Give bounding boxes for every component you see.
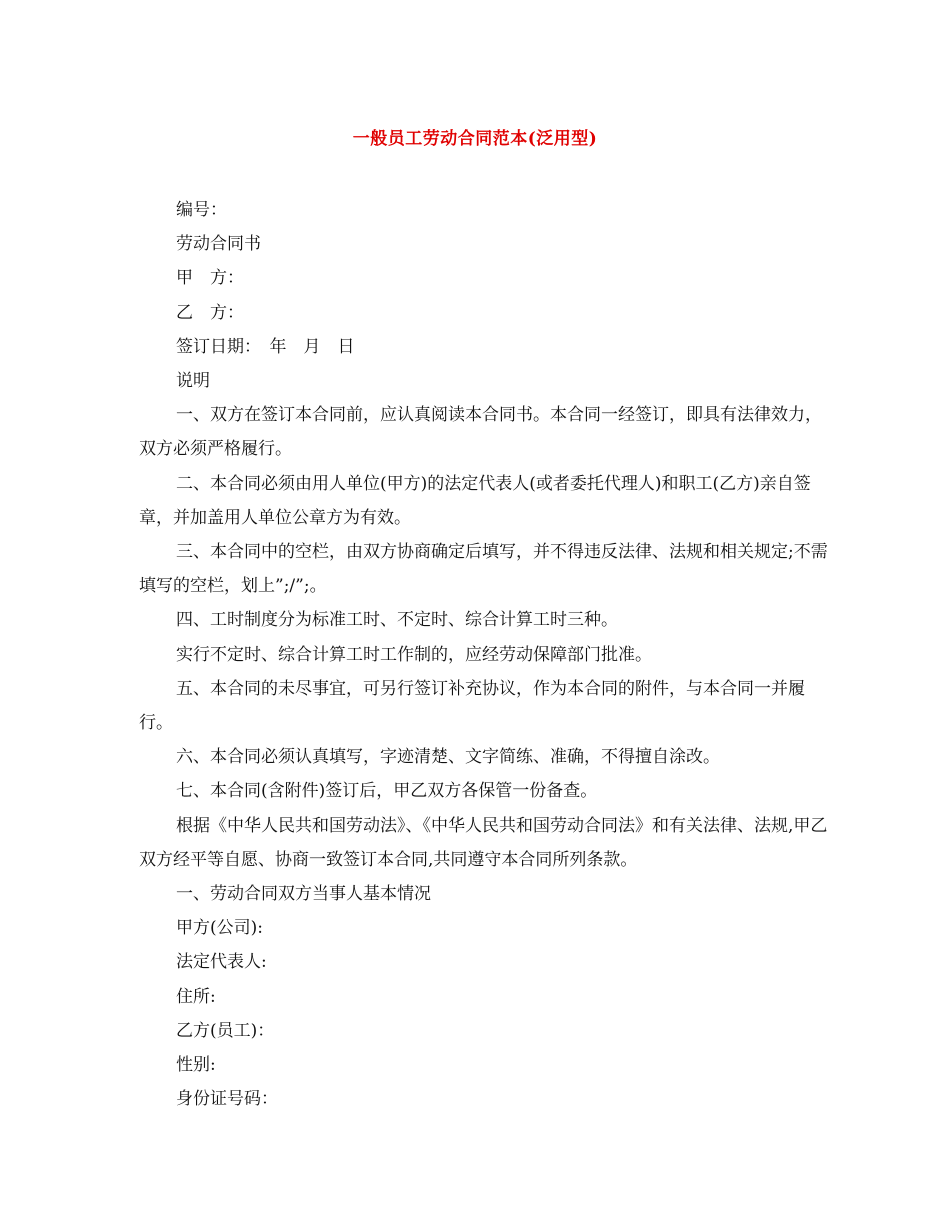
field-address: 住所: bbox=[176, 986, 216, 1007]
field-company: 甲方(公司): bbox=[176, 918, 263, 939]
instruction-6: 六、本合同必须认真填写，字迹清楚、文字简练、准确，不得擅自涂改。 bbox=[176, 747, 720, 768]
instruction-5: 五、本合同的未尽事宜，可另行签订补充协议，作为本合同的附件，与本合同一并履行。 bbox=[139, 678, 805, 734]
instruction-3: 三、本合同中的空栏，由双方协商确定后填写，并不得违反法律、法规和相关规定;不需填写的空栏，划上”;/”;。 bbox=[139, 542, 828, 597]
instruction-4: 四、工时制度分为标准工时、不定时、综合计算工时三种。 bbox=[176, 610, 618, 631]
field-party-a: 甲 方： bbox=[176, 268, 244, 289]
field-party-b: 乙 方： bbox=[176, 302, 244, 323]
document-title: 一般员工劳动合同范本(泛用型) bbox=[352, 129, 598, 149]
field-employee: 乙方(员工)： bbox=[176, 1020, 275, 1041]
field-number: 编号： bbox=[176, 200, 227, 220]
document-body bbox=[139, 193, 829, 1116]
contract-heading: 劳动合同书 bbox=[176, 234, 261, 255]
field-legal-representative: 法定代表人: bbox=[176, 952, 267, 973]
instruction-1: 一、双方在签订本合同前，应认真阅读本合同书。本合同一经签订，即具有法律效力，双方必须严格履行。 bbox=[139, 405, 822, 460]
instruction-4-note: 实行不定时、综合计算工时工作制的，应经劳动保障部门批准。 bbox=[176, 644, 652, 665]
field-gender: 性别: bbox=[176, 1055, 216, 1076]
section-1-heading: 一、劳动合同双方当事人基本情况 bbox=[176, 884, 431, 905]
field-sign-date: 签订日期： 年 月 日 bbox=[176, 336, 355, 357]
instruction-7: 七、本合同(含附件)签订后，甲乙双方各保管一份备查。 bbox=[176, 781, 598, 802]
legal-basis-paragraph: 根据《中华人民共和国劳动法》、《中华人民共和国劳动合同法》和有关法律、法规,甲乙双方经平等自愿、协商一致签订本合同,共同遵守本合同所列条款。 bbox=[139, 815, 828, 870]
field-id-number: 身份证号码： bbox=[176, 1089, 278, 1110]
instruction-2: 二、本合同必须由用人单位(甲方)的法定代表人(或者委托代理人)和职工(乙方)亲自签章，并加盖用人单位公章方为有效。 bbox=[139, 473, 811, 528]
instructions-heading: 说明 bbox=[176, 371, 210, 392]
